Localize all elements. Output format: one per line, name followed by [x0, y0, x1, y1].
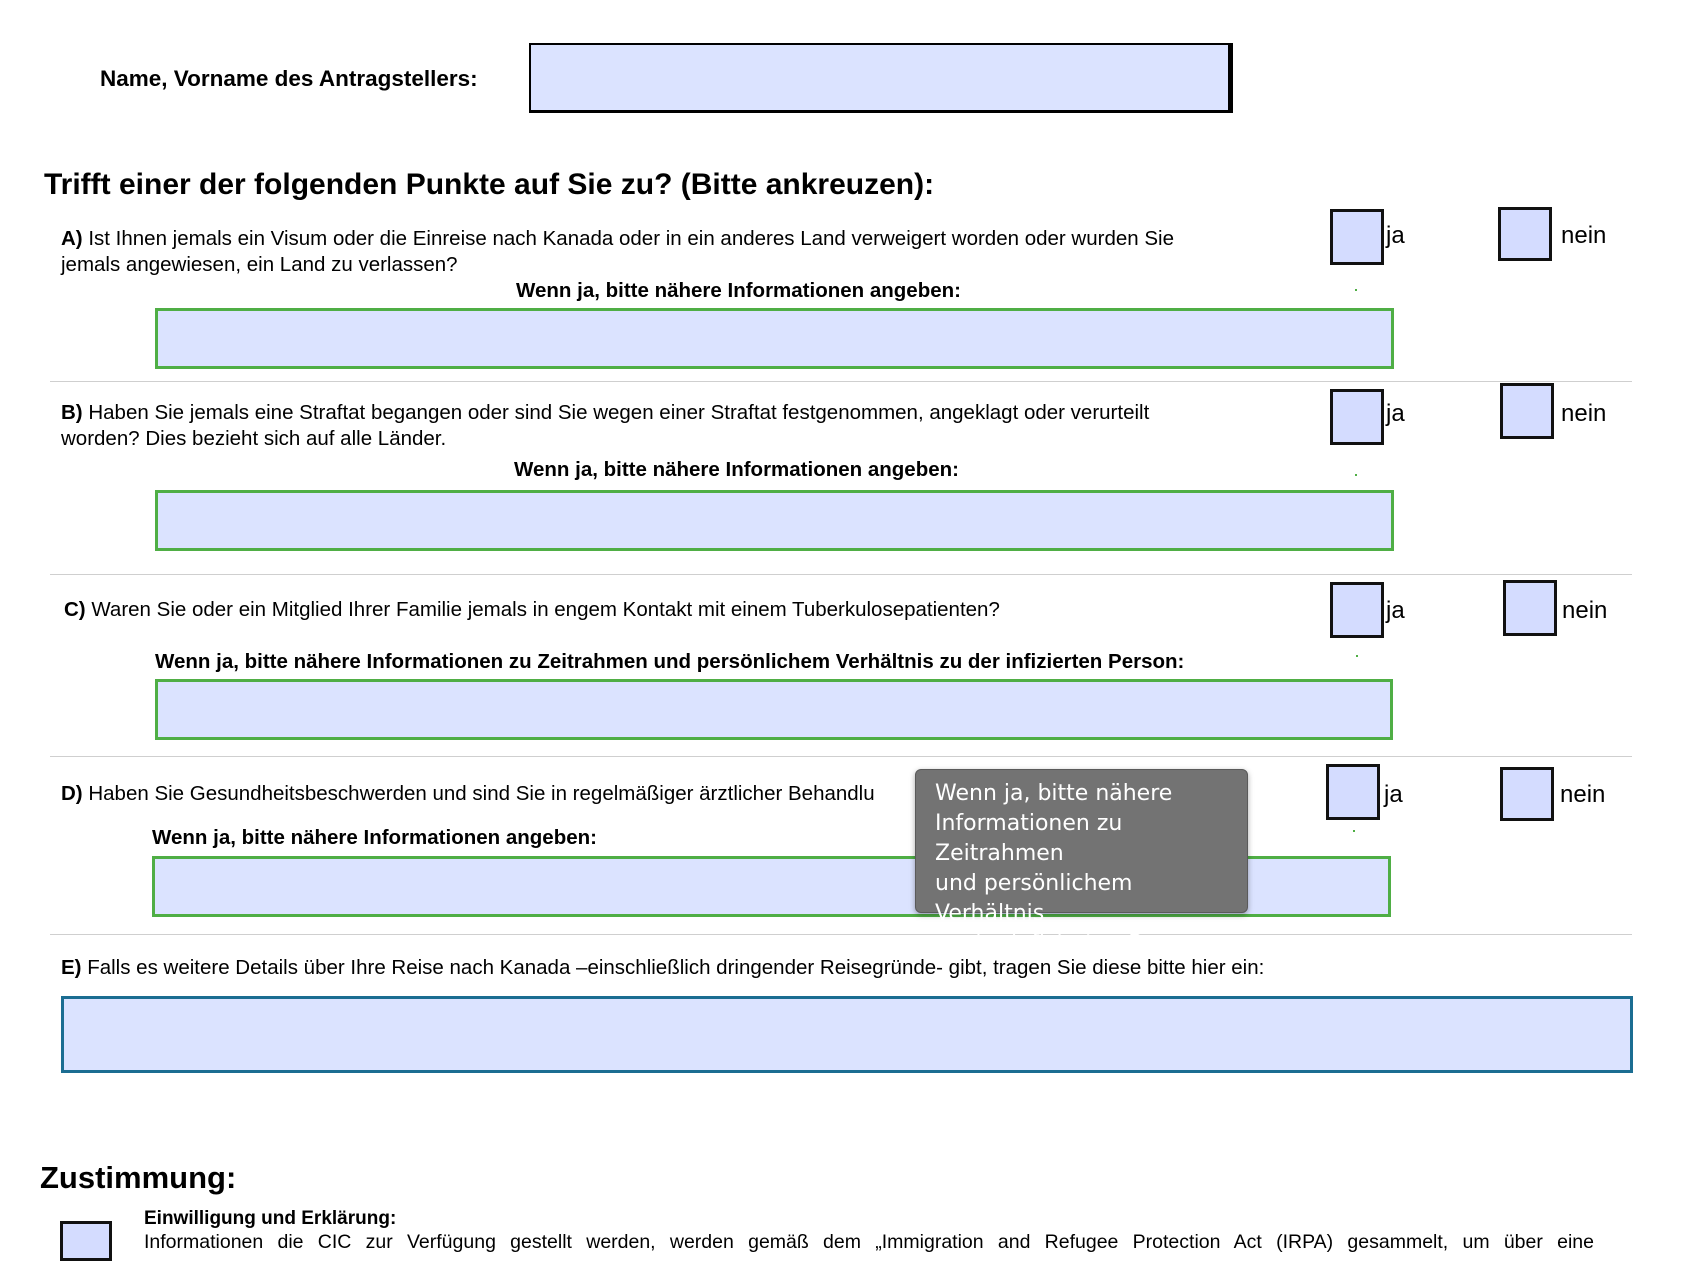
question-a-text: A) Ist Ihnen jemals ein Visum oder die Einreise nach Kanada oder in ein anderes Land verweigert worden oder wurden Sie — [61, 227, 1174, 250]
divider — [50, 756, 1632, 757]
question-a-yes-checkbox[interactable] — [1330, 209, 1384, 265]
question-d-info-label: Wenn ja, bitte nähere Informationen angeben: — [152, 826, 597, 849]
applicant-name-label: Name, Vorname des Antragstellers: — [100, 66, 478, 91]
question-b-no-checkbox[interactable] — [1500, 383, 1554, 439]
divider — [50, 381, 1632, 382]
green-dot — [1356, 655, 1358, 657]
green-dot — [1355, 474, 1357, 476]
tooltip — [915, 769, 1248, 956]
question-d-no-checkbox[interactable] — [1500, 767, 1554, 821]
question-b-yes-label: ja — [1386, 400, 1405, 427]
tooltip-line: und persönlichem Verhältnis — [935, 871, 1133, 926]
question-b-details-input[interactable] — [155, 490, 1394, 551]
tooltip-line: Informationen zu Zeitrahmen — [935, 811, 1123, 866]
question-c-details-input[interactable] — [155, 679, 1393, 740]
question-e-text: E) Falls es weitere Details über Ihre Reise nach Kanada –einschließlich dringender Reisegründe- gibt, tragen Sie diese bitte hier ein: — [61, 956, 1265, 979]
green-dot — [1353, 830, 1355, 832]
question-b-text-line2: worden? Dies bezieht sich auf alle Länder. — [61, 427, 447, 450]
consent-checkbox[interactable] — [60, 1221, 112, 1261]
question-d-yes-label: ja — [1384, 781, 1403, 808]
tooltip-line: Wenn ja, bitte nähere — [935, 781, 1173, 806]
question-c-yes-label: ja — [1386, 597, 1405, 624]
question-a-text-line2: jemals angewiesen, ein Land zu verlassen? — [61, 253, 458, 276]
question-d-text: D) Haben Sie Gesundheitsbeschwerden und sind Sie in regelmäßiger ärztlicher Behandlu — [61, 782, 875, 805]
question-c-no-label: nein — [1562, 597, 1608, 624]
question-a-no-label: nein — [1561, 222, 1607, 249]
question-a-yes-label: ja — [1386, 222, 1405, 249]
question-a-details-input[interactable] — [155, 308, 1394, 369]
tooltip-line: zu der infizierten Person — [935, 931, 1203, 956]
question-e-details-input[interactable] — [61, 996, 1633, 1073]
question-a-no-checkbox[interactable] — [1498, 207, 1552, 261]
section-title: Trifft einer der folgenden Punkte auf Sie zu? (Bitte ankreuzen): — [44, 168, 935, 201]
question-b-yes-checkbox[interactable] — [1330, 389, 1384, 445]
divider — [50, 934, 1632, 935]
consent-subtitle: Einwilligung und Erklärung: — [144, 1208, 397, 1229]
question-c-no-checkbox[interactable] — [1503, 580, 1557, 636]
question-a-info-label: Wenn ja, bitte nähere Informationen angeben: — [516, 279, 961, 302]
question-c-info-label: Wenn ja, bitte nähere Informationen zu Zeitrahmen und persönlichem Verhältnis zu der infizierten Person: — [155, 650, 1185, 673]
question-d-yes-checkbox[interactable] — [1326, 764, 1380, 820]
question-b-info-label: Wenn ja, bitte nähere Informationen angeben: — [514, 458, 959, 481]
question-c-text: C) Waren Sie oder ein Mitglied Ihrer Familie jemals in engem Kontakt mit einem Tuberkulosepatienten? — [64, 598, 1000, 621]
question-b-no-label: nein — [1561, 400, 1607, 427]
green-dot — [1355, 289, 1357, 291]
consent-title: Zustimmung: — [40, 1160, 237, 1195]
consent-text: Informationen die CIC zur Verfügung gestellt werden, werden gemäß dem „Immigration and Refugee Protection Act (IRPA) gesammelt, um über eine — [144, 1231, 1594, 1253]
question-b-text: B) Haben Sie jemals eine Straftat begangen oder sind Sie wegen einer Straftat festgenommen, angeklagt oder verurteilt — [61, 401, 1150, 424]
question-d-no-label: nein — [1560, 781, 1606, 808]
question-c-yes-checkbox[interactable] — [1330, 582, 1384, 638]
divider — [50, 574, 1632, 575]
applicant-name-input[interactable] — [529, 43, 1233, 113]
